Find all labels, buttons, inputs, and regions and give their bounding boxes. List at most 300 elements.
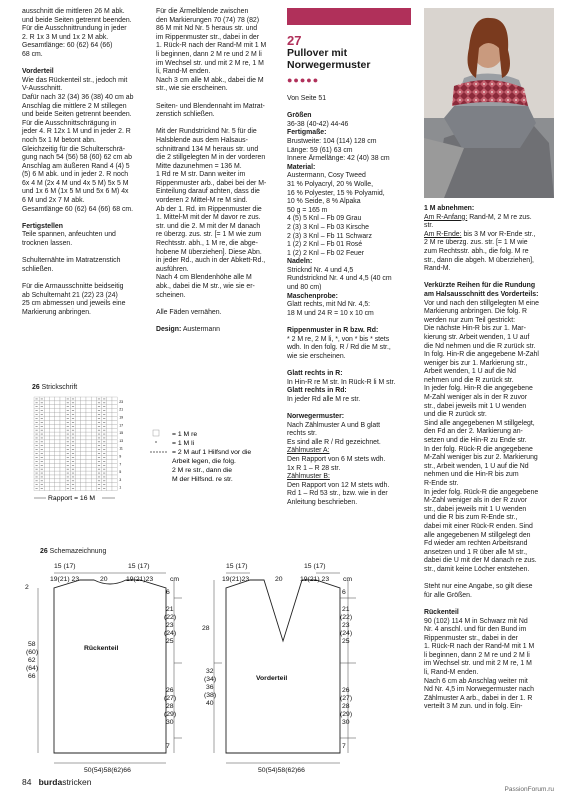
gauge xyxy=(287,301,409,318)
text-line: Teile spannen, anfeuchten und xyxy=(22,231,116,239)
text-line: M-Zahl weniger als in der R zuvor xyxy=(424,497,528,505)
stockinette-rows xyxy=(287,379,409,388)
text-line: Ab der 1. Rd. im Rippenmuster die xyxy=(156,205,262,213)
text-line: im Wechsel str. und mit 2 M re, 1 M xyxy=(424,660,532,668)
chart-cell xyxy=(76,436,81,440)
chart-cell xyxy=(44,463,49,467)
chart-cell xyxy=(86,487,91,491)
chart-cell xyxy=(112,432,117,436)
chart-cell xyxy=(50,413,55,417)
text-line: Rippenmuster arb., dabei bei der M- xyxy=(156,179,267,187)
row-end-text: bis 3 M vor R-Ende str., xyxy=(461,230,536,238)
front-v-3: (38) xyxy=(204,692,217,699)
column-1 xyxy=(22,8,140,326)
chart-cell xyxy=(81,487,86,491)
text-line: str., damit keine Löcher entstehen. xyxy=(424,565,530,573)
text-line: 1 (2) 2 Knl – Fb 01 Rosé xyxy=(287,241,363,249)
chart-cell xyxy=(107,452,112,456)
chart-cell xyxy=(81,440,86,444)
chart-cell xyxy=(81,448,86,452)
legend-cable-2: Arbeit legen, die folg. xyxy=(172,458,236,465)
chart-cell xyxy=(44,401,49,405)
chart-cell xyxy=(44,452,49,456)
text-line: werden nur zum Teil gestrickt: xyxy=(424,316,516,324)
chart-cell xyxy=(112,483,117,487)
chart-cell xyxy=(44,440,49,444)
chart-cell xyxy=(81,467,86,471)
chart-cell xyxy=(81,459,86,463)
chart-cell xyxy=(50,479,55,483)
front-outline xyxy=(226,580,340,753)
chart-cell xyxy=(112,475,117,479)
sweater-photo-illustration xyxy=(424,8,554,198)
chart-cell xyxy=(55,436,60,440)
back-cm: cm xyxy=(170,576,180,583)
heading-back: Rückenteil xyxy=(424,608,459,616)
watermark-site: PassionForum.ru xyxy=(504,786,554,793)
chart-cell xyxy=(86,397,91,401)
front-side-0: 26 xyxy=(342,687,350,694)
chart-cell xyxy=(86,456,91,460)
chart-cell xyxy=(81,424,86,428)
heading-finished: Fertigmaße: xyxy=(287,129,327,137)
text-line: In folg. Hin-R die angegebene M-Zahl xyxy=(424,351,539,359)
chart-cell xyxy=(81,417,86,421)
text-line: Mitte dazunehmen = 136 M. xyxy=(156,162,242,170)
chart-cell xyxy=(76,420,81,424)
knitting-chart xyxy=(30,395,140,507)
chart-cell xyxy=(76,448,81,452)
chart-cell xyxy=(60,475,65,479)
text-line: li beginnen, dann 2 M re und 2 M li xyxy=(156,50,262,58)
text-line: 90 (102) 114 M in Schwarz mit Nd xyxy=(424,617,528,625)
chart-cell xyxy=(50,471,55,475)
back-h-2: 62 xyxy=(28,657,36,664)
chart-cell xyxy=(86,471,91,475)
stockinette-rounds xyxy=(287,396,409,405)
row-number: 15 xyxy=(119,431,124,436)
text-line: 2 (3) 3 Knl – Fb 03 Kirsche xyxy=(287,223,369,231)
front-arm-4: 25 xyxy=(342,638,350,645)
heading-stockinette-rounds: Glatt rechts in Rd: xyxy=(287,387,347,395)
text-line: 1 (2) 2 Knl – Fb 02 Feuer xyxy=(287,249,364,257)
chart-cell xyxy=(76,397,81,401)
text-line: Länge: 59 (61) 63 cm xyxy=(287,146,353,154)
text-line: 1x R 1 – R 28 str. xyxy=(287,464,341,472)
chart-cell xyxy=(107,409,112,413)
text-line: Alle Fäden vernähen. xyxy=(156,308,222,316)
chart-cell xyxy=(60,463,65,467)
legend-knit: = 1 M re xyxy=(172,431,198,438)
chart-cell xyxy=(112,424,117,428)
chart-cell xyxy=(107,459,112,463)
chart-cell xyxy=(91,420,96,424)
back-width: 50(54)58(62)66 xyxy=(84,767,131,774)
row-number: 19 xyxy=(119,415,124,420)
c2-p2 xyxy=(156,103,282,120)
chart-cell xyxy=(107,417,112,421)
text-line: 1 Rd re M str. Dann weiter im xyxy=(156,171,246,179)
chart-cell xyxy=(86,475,91,479)
chart-cell xyxy=(60,444,65,448)
text-line: 1. Rück-R nach der Rand-M mit 1 M xyxy=(424,643,535,651)
chart-cell xyxy=(86,483,91,487)
chart-cell xyxy=(107,456,112,460)
rib xyxy=(287,336,409,362)
text-line: im Rippenmuster str., dabei in der xyxy=(156,33,260,41)
chart-cell xyxy=(55,444,60,448)
chart-cell xyxy=(60,483,65,487)
text-line: zenstich schließen. xyxy=(156,111,215,119)
text-line: Rd 1 – Rd 53 str., bzw. wie in der xyxy=(287,490,388,498)
text-line: Zählmuster A arb., dabei in der 1. R xyxy=(424,694,533,702)
text-line: ab Schulternaht 21 (22) 23 (24) xyxy=(22,291,118,299)
text-line: weniger bis zur 1. Markierung str., xyxy=(424,359,528,367)
norwegian xyxy=(287,422,409,448)
chart-cell xyxy=(76,471,81,475)
row-end xyxy=(424,231,550,240)
text-line: str., dabei jeweils mit 1 U wenden xyxy=(424,402,527,410)
text-line: In jeder folg. Rück-R die angegebene xyxy=(424,488,539,496)
text-line: Wie das Rückenteil str., jedoch mit xyxy=(22,76,128,84)
text-line: Für die Ausschnittschrägung in xyxy=(22,119,117,127)
chart-cell xyxy=(60,413,65,417)
chart-cell xyxy=(107,436,112,440)
chart-cell xyxy=(91,405,96,409)
chart-row-numbers xyxy=(119,400,123,490)
chart-cell xyxy=(112,452,117,456)
chart-cell xyxy=(44,417,49,421)
chart-cell xyxy=(86,409,91,413)
chart-cell xyxy=(50,483,55,487)
text-line: Arbeit wenden, 1 U auf die Nd xyxy=(424,368,516,376)
chart-cell xyxy=(91,448,96,452)
chart-cell xyxy=(76,452,81,456)
text-line: im Wechsel str. und mit 2 M re, 1 M xyxy=(156,59,264,67)
chart-cell xyxy=(107,428,112,432)
difficulty-dots: ●●●●● xyxy=(287,75,320,85)
design-value: Austermann xyxy=(182,325,220,333)
back-h-0: 58 xyxy=(28,641,36,648)
text-line: Innere Ärmellänge: 42 (40) 38 cm xyxy=(287,155,390,163)
row-number: 23 xyxy=(119,399,124,404)
chart-cell xyxy=(44,475,49,479)
back-seven: 7 xyxy=(166,743,170,750)
chart-b-label: Zählmuster B: xyxy=(287,473,330,481)
legend-cable-4: M der Hilfsnd. re str. xyxy=(172,476,233,483)
chart-cell xyxy=(44,467,49,471)
text-line: scheinen. xyxy=(156,291,186,299)
text-line: In jeder folg. Hin-R die angegebene xyxy=(424,385,533,393)
chart-cell xyxy=(86,448,91,452)
front-label: Vorderteil xyxy=(256,675,288,682)
c1-p1 xyxy=(22,8,140,60)
chart-cell xyxy=(76,487,81,491)
text-line: in jeder Rd., auch in der Abkett-Rd., xyxy=(156,257,266,265)
chart-cell xyxy=(50,444,55,448)
chart-cell xyxy=(76,409,81,413)
text-line: hobene M überziehen]. Diese Abn. xyxy=(156,248,262,256)
row-number: 13 xyxy=(119,438,124,443)
chart-cell xyxy=(81,428,86,432)
back-shoulder-4: 19(21)23 xyxy=(126,576,154,583)
chart-cell xyxy=(107,483,112,487)
text-line: Gesamtlänge 60 (62) 64 (66) 68 cm. xyxy=(22,205,134,213)
page-number: 84 xyxy=(22,777,32,787)
chart-cell xyxy=(91,428,96,432)
front-arm-3: (24) xyxy=(340,630,353,637)
chart-cell xyxy=(112,456,117,460)
text-line: Den Rapport von 6 M stets wdh. xyxy=(287,455,386,463)
text-line: wdh. In den folg. R / Rd die M str., xyxy=(287,344,391,352)
sizes: 36-38 (40-42) 44-46 xyxy=(287,120,349,128)
chart-cell xyxy=(91,487,96,491)
text-line: Die nächste Hin-R bis zur 1. Mar- xyxy=(424,325,526,333)
text-line: 86 M mit Nd Nr. 5 heraus str. und xyxy=(156,25,258,33)
front-shoulder-3: 15 (17) xyxy=(304,563,326,570)
text-line: Für die Armausschnitte beidseitig xyxy=(22,283,124,290)
chart-cell xyxy=(107,487,112,491)
front-arm-0: 21 xyxy=(342,606,350,613)
chart-cell xyxy=(86,417,91,421)
row-start-label: Am R-Anfang: xyxy=(424,213,468,221)
chart-cell xyxy=(55,483,60,487)
chart-cell xyxy=(44,413,49,417)
row-start xyxy=(424,214,550,231)
row-number: 1 xyxy=(119,485,122,490)
text-line: Nach 4 cm Blendenhöhe alle M xyxy=(156,274,252,282)
chart-cell xyxy=(81,436,86,440)
chart-cell xyxy=(91,452,96,456)
text-line: 18 M und 24 R = 10 x 10 cm xyxy=(287,309,374,317)
c2-p3 xyxy=(156,128,282,300)
heading-short-rows: Verkürzte Reihen für die Rundung xyxy=(424,282,536,290)
chart-cell xyxy=(50,417,55,421)
heading-gauge: Maschenprobe: xyxy=(287,292,338,300)
brand-name-2: stricken xyxy=(62,777,92,787)
chart-cell xyxy=(76,401,81,405)
chart-cell xyxy=(107,463,112,467)
chart-cell xyxy=(81,479,86,483)
chart-cell xyxy=(44,479,49,483)
text-line: für alle Größen. xyxy=(424,591,472,599)
text-line: Anschlag die mittlere 2 M stillegen xyxy=(22,102,127,110)
text-line: Rundstricknd Nr. 4 und 4,5 (40 cm xyxy=(287,275,392,283)
row-end-rest xyxy=(424,239,550,273)
chart-cell xyxy=(86,424,91,428)
heading-sizes: Größen xyxy=(287,112,312,120)
legend-purl: = 1 M li xyxy=(172,440,195,447)
front-shoulder-4: 19(21) 23 xyxy=(300,576,330,583)
column-4 xyxy=(424,205,550,712)
text-line: und beide Seiten getrennt beenden. xyxy=(22,111,132,119)
chart-cell xyxy=(76,424,81,428)
chart-cell xyxy=(112,420,117,424)
row-number: 9 xyxy=(119,454,122,459)
chart-cell xyxy=(44,448,49,452)
text-line: * 2 M re, 2 M li, *, von * bis * stets xyxy=(287,335,390,343)
chart-cell xyxy=(86,432,91,436)
text-line: wie sie erscheinen. xyxy=(287,352,346,360)
c2-design xyxy=(156,326,282,335)
text-line: Für die Ausschnittrundung in jeder xyxy=(22,25,127,33)
chart-cell xyxy=(60,424,65,428)
chart-cell xyxy=(50,448,55,452)
legend-knit-symbol xyxy=(153,430,159,436)
chart-cell xyxy=(60,459,65,463)
re-2: zum Rechtsstr. abh., die folg. M re xyxy=(424,247,529,255)
chart-cell xyxy=(60,417,65,421)
chart-a xyxy=(287,456,409,473)
chart-cell xyxy=(50,428,55,432)
chart-cell xyxy=(86,463,91,467)
heading-stockinette-rows: Glatt rechts in R: xyxy=(287,370,343,377)
text-line: Mit der Rundstricknd Nr. 5 für die xyxy=(156,128,257,136)
from-page: Von Seite 51 xyxy=(287,95,327,102)
text-line: rechts str. xyxy=(287,430,317,438)
text-line: 1. Mittel-M mit der M davor re zus. xyxy=(156,214,261,222)
text-line: li, Rand-M enden. xyxy=(156,68,211,76)
chart-cell xyxy=(76,483,81,487)
short-rows xyxy=(424,300,550,575)
chart-cell xyxy=(55,405,60,409)
chart-cell xyxy=(50,401,55,405)
chart-cell xyxy=(112,401,117,405)
chart-cell xyxy=(91,417,96,421)
chart-cell xyxy=(60,401,65,405)
text-line: nehmen und die Hin-R bis zum xyxy=(424,471,519,479)
legend-cable-1: = 2 M auf 1 Hilfsnd vor die xyxy=(172,449,252,456)
text-line: 10 % Seide, 8 % Alpaka xyxy=(287,198,361,206)
text-line: alle angegebenen M stillgelegt den xyxy=(424,531,531,539)
text-line: 6x 4 M (2x 4 M und 4x 5 M) 5x 5 M xyxy=(22,179,129,187)
chart-cell xyxy=(50,405,55,409)
text-line: Glatt rechts, mit Nd Nr. 4,5: xyxy=(287,301,371,309)
chart-cell xyxy=(112,405,117,409)
chart-cell xyxy=(44,444,49,448)
text-line: 2 (3) 3 Knl – Fb 11 Schwarz xyxy=(287,232,372,240)
chart-cell xyxy=(50,467,55,471)
chart-cell xyxy=(107,405,112,409)
text-line: str., Arbeit wenden, 1 U auf die Nd xyxy=(424,462,529,470)
chart-cell xyxy=(107,432,112,436)
chart-cell xyxy=(81,397,86,401)
front-shoulder-2: 19(21)23 xyxy=(222,576,250,583)
chart-cell xyxy=(55,479,60,483)
chart-cell xyxy=(55,397,60,401)
chart-cell xyxy=(91,444,96,448)
text-line: kierung str. Arbeit wenden, 1 U auf xyxy=(424,333,530,341)
text-line: trocknen lassen. xyxy=(22,240,73,248)
chart-cell xyxy=(44,483,49,487)
chart-cell xyxy=(112,409,117,413)
back-neck-width: 20 xyxy=(100,576,108,583)
front-width: 50(54)58(62)66 xyxy=(258,767,305,774)
row-start-text-2: str. xyxy=(424,222,434,230)
chart-cell xyxy=(107,471,112,475)
text-line: 31 % Polyacryl, 20 % Wolle, xyxy=(287,180,374,188)
chart-cell xyxy=(91,475,96,479)
text-line: Für die Ärmelblende zwischen xyxy=(156,8,249,15)
back-outline xyxy=(54,580,166,753)
front-v-4: 40 xyxy=(206,700,214,707)
text-line: Dafür nach 32 (34) 36 (38) 40 cm ab xyxy=(22,93,134,101)
text-line: Gleichzeitig für die Schulterschrä- xyxy=(22,145,126,153)
chart-cell xyxy=(44,432,49,436)
text-line: V-Ausschnitt. xyxy=(22,85,63,93)
chart-cell xyxy=(60,456,65,460)
brand-name: burda xyxy=(38,777,63,787)
chart-cell xyxy=(81,444,86,448)
text-line: noch 5x 1 M betont abn. xyxy=(22,136,96,144)
chart-cell xyxy=(60,420,65,424)
text-line: Gesamtlänge: 60 (62) 64 (66) xyxy=(22,42,113,50)
text-line: li, Rand-M enden. xyxy=(424,669,479,677)
chart-cell xyxy=(107,413,112,417)
chart-cell xyxy=(44,456,49,460)
text-line: dabei die U mit der M danach re zus. xyxy=(424,557,537,565)
text-line: den Markierungen 70 (74) 78 (82) xyxy=(156,16,260,24)
chart-cell xyxy=(50,456,55,460)
chart-cell xyxy=(55,467,60,471)
chart-cell xyxy=(81,452,86,456)
chart-cell xyxy=(76,440,81,444)
front-arm-2: 23 xyxy=(342,622,350,629)
front-side-2: 28 xyxy=(342,703,350,710)
text-line: Stricknd Nr. 4 und 4,5 xyxy=(287,266,354,274)
chart-cell xyxy=(44,424,49,428)
chart-cell xyxy=(60,436,65,440)
chart-cell xyxy=(112,471,117,475)
chart-cell xyxy=(91,479,96,483)
chart-cell xyxy=(50,459,55,463)
back-arm-4: 25 xyxy=(166,638,174,645)
needles xyxy=(287,267,409,293)
chart-cell xyxy=(44,459,49,463)
chart-cell xyxy=(81,409,86,413)
heading-short-rows-2: am Halsausschnitt des Vorderteils: xyxy=(424,290,539,298)
text-line: 4 (5) 5 Knl – Fb 09 Grau xyxy=(287,215,362,223)
row-number: 21 xyxy=(119,407,124,412)
text-line: 1. Rück-R nach der Rand-M mit 1 M xyxy=(156,42,267,50)
chart-cell xyxy=(44,409,49,413)
text-line: M-Zahl weniger als in der R zuvor xyxy=(424,394,528,402)
text-line: In der folg. Rück-R die angegebene xyxy=(424,445,533,453)
back-arm-0: 21 xyxy=(166,606,174,613)
chart-cell xyxy=(76,479,81,483)
chart-cell xyxy=(60,428,65,432)
chart-cell xyxy=(107,467,112,471)
chart-cell xyxy=(76,417,81,421)
text-line: (5) 6 M abk. und in jeder 2. R noch xyxy=(22,171,129,179)
chart-cell xyxy=(81,456,86,460)
chart-cell xyxy=(91,456,96,460)
chart-cell xyxy=(107,444,112,448)
chart-cell xyxy=(86,479,91,483)
back-shoulder-1: 15 (17) xyxy=(54,563,76,570)
design-label: Design: xyxy=(156,325,182,333)
chart-cell xyxy=(55,487,60,491)
row-number: 7 xyxy=(119,462,122,467)
back-h-1: (60) xyxy=(26,649,39,656)
chart-cell xyxy=(55,471,60,475)
text-line: Anschlag am äußeren Rand 4 (4) 5 xyxy=(22,162,130,170)
chart-cell xyxy=(50,440,55,444)
text-line: ansetzen und 1 R über alle M str., xyxy=(424,548,528,556)
chart-cell xyxy=(91,413,96,417)
text-line: dabei mit einer Rück-R enden. Sind xyxy=(424,522,533,530)
chart-cell xyxy=(91,440,96,444)
